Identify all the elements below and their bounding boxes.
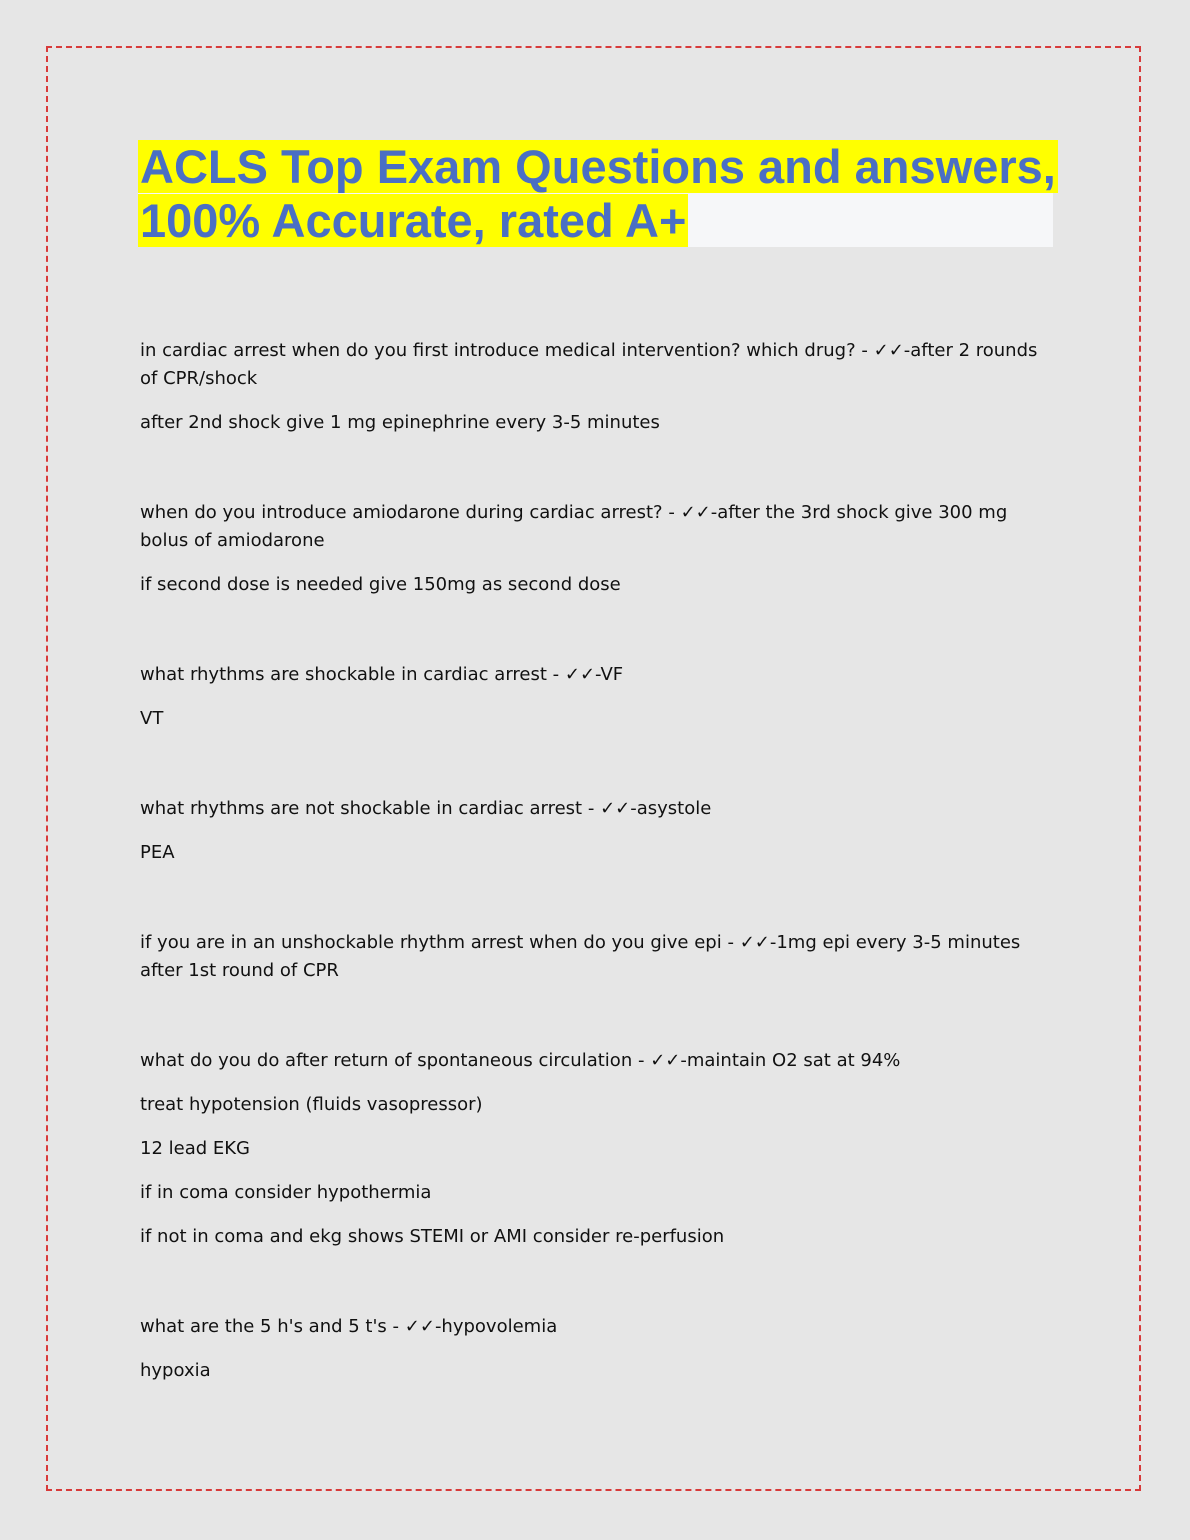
question-line [140, 337, 1050, 393]
answer-text: -asystole [630, 798, 712, 819]
check-marks-icon: ✓✓ [739, 932, 770, 953]
question-line [140, 1047, 1050, 1075]
check-marks-icon: ✓✓ [873, 340, 904, 361]
qa-item [140, 337, 1050, 437]
qa-item [140, 795, 1050, 867]
question-line [140, 1313, 1050, 1341]
separator: - [662, 502, 681, 523]
qa-item [140, 1313, 1050, 1385]
separator: - [855, 340, 874, 361]
separator: - [386, 1316, 405, 1337]
qa-item [140, 1047, 1050, 1251]
answer-line: after 2nd shock give 1 mg epinephrine every 3-5 minutes [140, 412, 660, 433]
check-marks-icon: ✓✓ [600, 798, 631, 819]
check-marks-icon: ✓✓ [650, 1050, 681, 1071]
separator: - [721, 932, 740, 953]
question-line [140, 795, 1050, 823]
answer-text: -after the 3rd shock give 300 mg bolus of amiodarone [140, 502, 1008, 551]
check-marks-icon: ✓✓ [564, 664, 596, 685]
check-marks-icon: ✓✓ [404, 1316, 435, 1337]
document-title-line-2: 100% Accurate, rated A+ [140, 194, 687, 247]
answer-line: PEA [140, 842, 175, 863]
separator: - [632, 1050, 651, 1071]
answer-line: treat hypotension (fluids vasopressor) [140, 1094, 483, 1115]
qa-item [140, 929, 1050, 985]
question-text: when do you introduce amiodarone during cardiac arrest? [140, 502, 663, 523]
question-text: what do you do after return of spontaneous circulation [140, 1050, 633, 1071]
answer-text: -maintain O2 sat at 94% [680, 1050, 901, 1071]
question-text: what are the 5 h's and 5 t's [140, 1316, 387, 1337]
answer-line: if not in coma and ekg shows STEMI or AMI consider re-perfusion [140, 1226, 725, 1247]
question-line [140, 661, 1050, 689]
answer-line: if in coma consider hypothermia [140, 1182, 432, 1203]
separator: - [582, 798, 601, 819]
question-text: what rhythms are shockable in cardiac arrest [140, 664, 547, 685]
qa-item [140, 499, 1050, 599]
qa-list [140, 337, 1050, 1447]
separator: - [546, 664, 565, 685]
document-title-line-1: ACLS Top Exam Questions and answers, [140, 140, 1056, 193]
question-line [140, 929, 1050, 985]
answer-text: -hypovolemia [434, 1316, 558, 1337]
title-block [138, 140, 1056, 247]
answer-line: 12 lead EKG [140, 1138, 251, 1159]
question-text: if you are in an unshockable rhythm arrest when do you give epi [140, 932, 722, 953]
question-text: in cardiac arrest when do you first introduce medical intervention? which drug? [140, 340, 856, 361]
answer-text: -VF [595, 664, 624, 685]
answer-line: if second dose is needed give 150mg as second dose [140, 574, 621, 595]
question-line [140, 499, 1050, 555]
answer-line: VT [140, 708, 164, 729]
check-marks-icon: ✓✓ [680, 502, 711, 523]
question-text: what rhythms are not shockable in cardiac arrest [140, 798, 583, 819]
answer-line: hypoxia [140, 1360, 211, 1381]
answer-text: -after 2 rounds of CPR/shock [140, 340, 1038, 389]
answer-text: -1mg epi every 3-5 minutes after 1st round of CPR [140, 932, 1021, 981]
qa-item [140, 661, 1050, 733]
